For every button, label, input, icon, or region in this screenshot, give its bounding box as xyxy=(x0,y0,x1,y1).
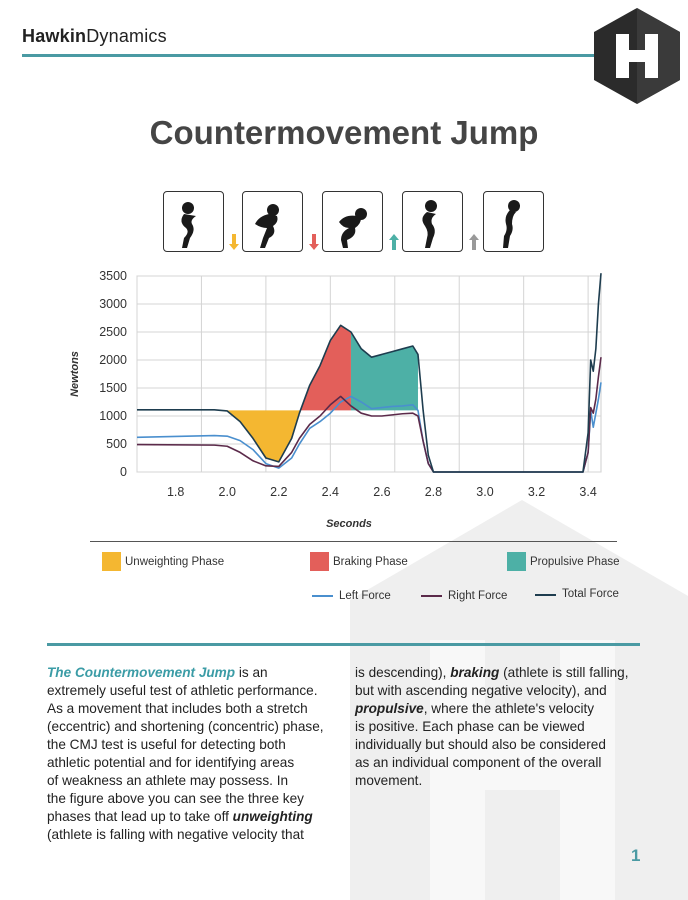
x-tick-label: 2.4 xyxy=(321,485,340,499)
x-tick-label: 1.8 xyxy=(166,485,185,499)
y-tick-label: 3500 xyxy=(99,269,127,283)
brand-wordmark xyxy=(22,26,167,47)
y-tick-label: 1000 xyxy=(99,409,127,423)
x-axis-label: Seconds xyxy=(326,518,372,530)
text-line: movement. xyxy=(355,773,423,788)
total-force-swatch xyxy=(535,594,556,596)
hawkin-logo-icon xyxy=(592,6,682,106)
text-line: the figure above you can see the three key xyxy=(47,791,304,806)
term-unweighting: unweighting xyxy=(232,809,313,824)
header-rule xyxy=(22,54,602,57)
x-tick-label: 2.6 xyxy=(373,485,391,499)
text-line: (athlete is still falling, xyxy=(499,665,629,680)
text-line: is an xyxy=(235,665,268,680)
brand-bold: Hawkin xyxy=(22,26,87,46)
x-tick-label: 3.2 xyxy=(527,485,546,499)
legend-unweighting: Unweighting Phase xyxy=(125,556,225,568)
legend-total-force: Total Force xyxy=(562,588,619,600)
body-column-right xyxy=(355,664,655,790)
text-line: (eccentric) and shortening (concentric) phase, xyxy=(47,719,324,734)
phase-card xyxy=(402,191,463,252)
text-line: (athlete is falling with negative velocity that xyxy=(47,827,304,842)
text-line: extremely useful test of athletic performance. xyxy=(47,683,318,698)
cmj-highlight: The Countermovement Jump xyxy=(47,665,236,680)
text-line: of weakness an athlete may possess. In xyxy=(47,773,289,788)
y-tick-label: 2500 xyxy=(99,325,127,339)
legend-rule xyxy=(90,541,617,542)
left-force-swatch xyxy=(312,595,333,597)
unweighting-figure-icon xyxy=(243,192,302,251)
y-tick-label: 0 xyxy=(120,465,127,479)
text-line: As a movement that includes both a stretch xyxy=(47,701,308,716)
page-number: 1 xyxy=(631,846,641,865)
braking-figure-icon xyxy=(323,192,382,251)
takeoff-figure-icon xyxy=(484,192,543,251)
text-line: is descending), xyxy=(355,665,451,680)
propulsive-figure-icon xyxy=(403,192,462,251)
phase-card xyxy=(322,191,383,252)
y-axis-label: Newtons xyxy=(69,351,81,397)
down-arrow-icon xyxy=(309,234,319,250)
text-line: the CMJ test is useful for detecting both xyxy=(47,737,286,752)
legend-right-force: Right Force xyxy=(448,590,508,602)
term-braking: braking xyxy=(450,665,500,680)
text-line: but with ascending negative velocity), and xyxy=(355,683,607,698)
legend-left-force: Left Force xyxy=(339,590,391,602)
text-line: as an individual component of the overall xyxy=(355,755,602,770)
body-column-left xyxy=(47,664,347,844)
x-tick-label: 3.4 xyxy=(579,485,597,499)
x-tick-label: 2.8 xyxy=(424,485,443,499)
phase-card xyxy=(242,191,303,252)
propulsive-swatch xyxy=(507,552,526,571)
unweighting-swatch xyxy=(102,552,121,571)
right-force-swatch xyxy=(421,595,442,597)
term-propulsive: propulsive xyxy=(355,701,424,716)
phase-card xyxy=(163,191,224,252)
y-tick-label: 2000 xyxy=(99,353,127,367)
text-line: is positive. Each phase can be viewed xyxy=(355,719,585,734)
up-arrow-icon xyxy=(389,234,399,250)
x-tick-label: 3.0 xyxy=(476,485,494,499)
text-line: individually but should also be considered xyxy=(355,737,606,752)
phase-card xyxy=(483,191,544,252)
x-tick-label: 2.0 xyxy=(218,485,236,499)
force-time-chart xyxy=(60,262,620,537)
legend-braking: Braking Phase xyxy=(333,556,408,568)
text-line: phases that lead up to take off xyxy=(47,809,233,824)
legend-propulsive: Propulsive Phase xyxy=(530,556,620,568)
up-arrow-icon xyxy=(469,234,479,250)
braking-swatch xyxy=(310,552,329,571)
brand-light: Dynamics xyxy=(86,26,167,46)
page-title: Countermovement Jump xyxy=(149,114,539,151)
text-line: athletic potential and for identifying areas xyxy=(47,755,295,770)
x-tick-label: 2.2 xyxy=(270,485,288,499)
y-tick-label: 500 xyxy=(106,437,127,451)
y-tick-label: 3000 xyxy=(99,297,127,311)
text-line: , where the athlete's velocity xyxy=(423,701,595,716)
down-arrow-icon xyxy=(229,234,239,250)
standing-figure-icon xyxy=(164,192,223,251)
section-rule xyxy=(47,643,640,646)
y-tick-label: 1500 xyxy=(99,381,127,395)
